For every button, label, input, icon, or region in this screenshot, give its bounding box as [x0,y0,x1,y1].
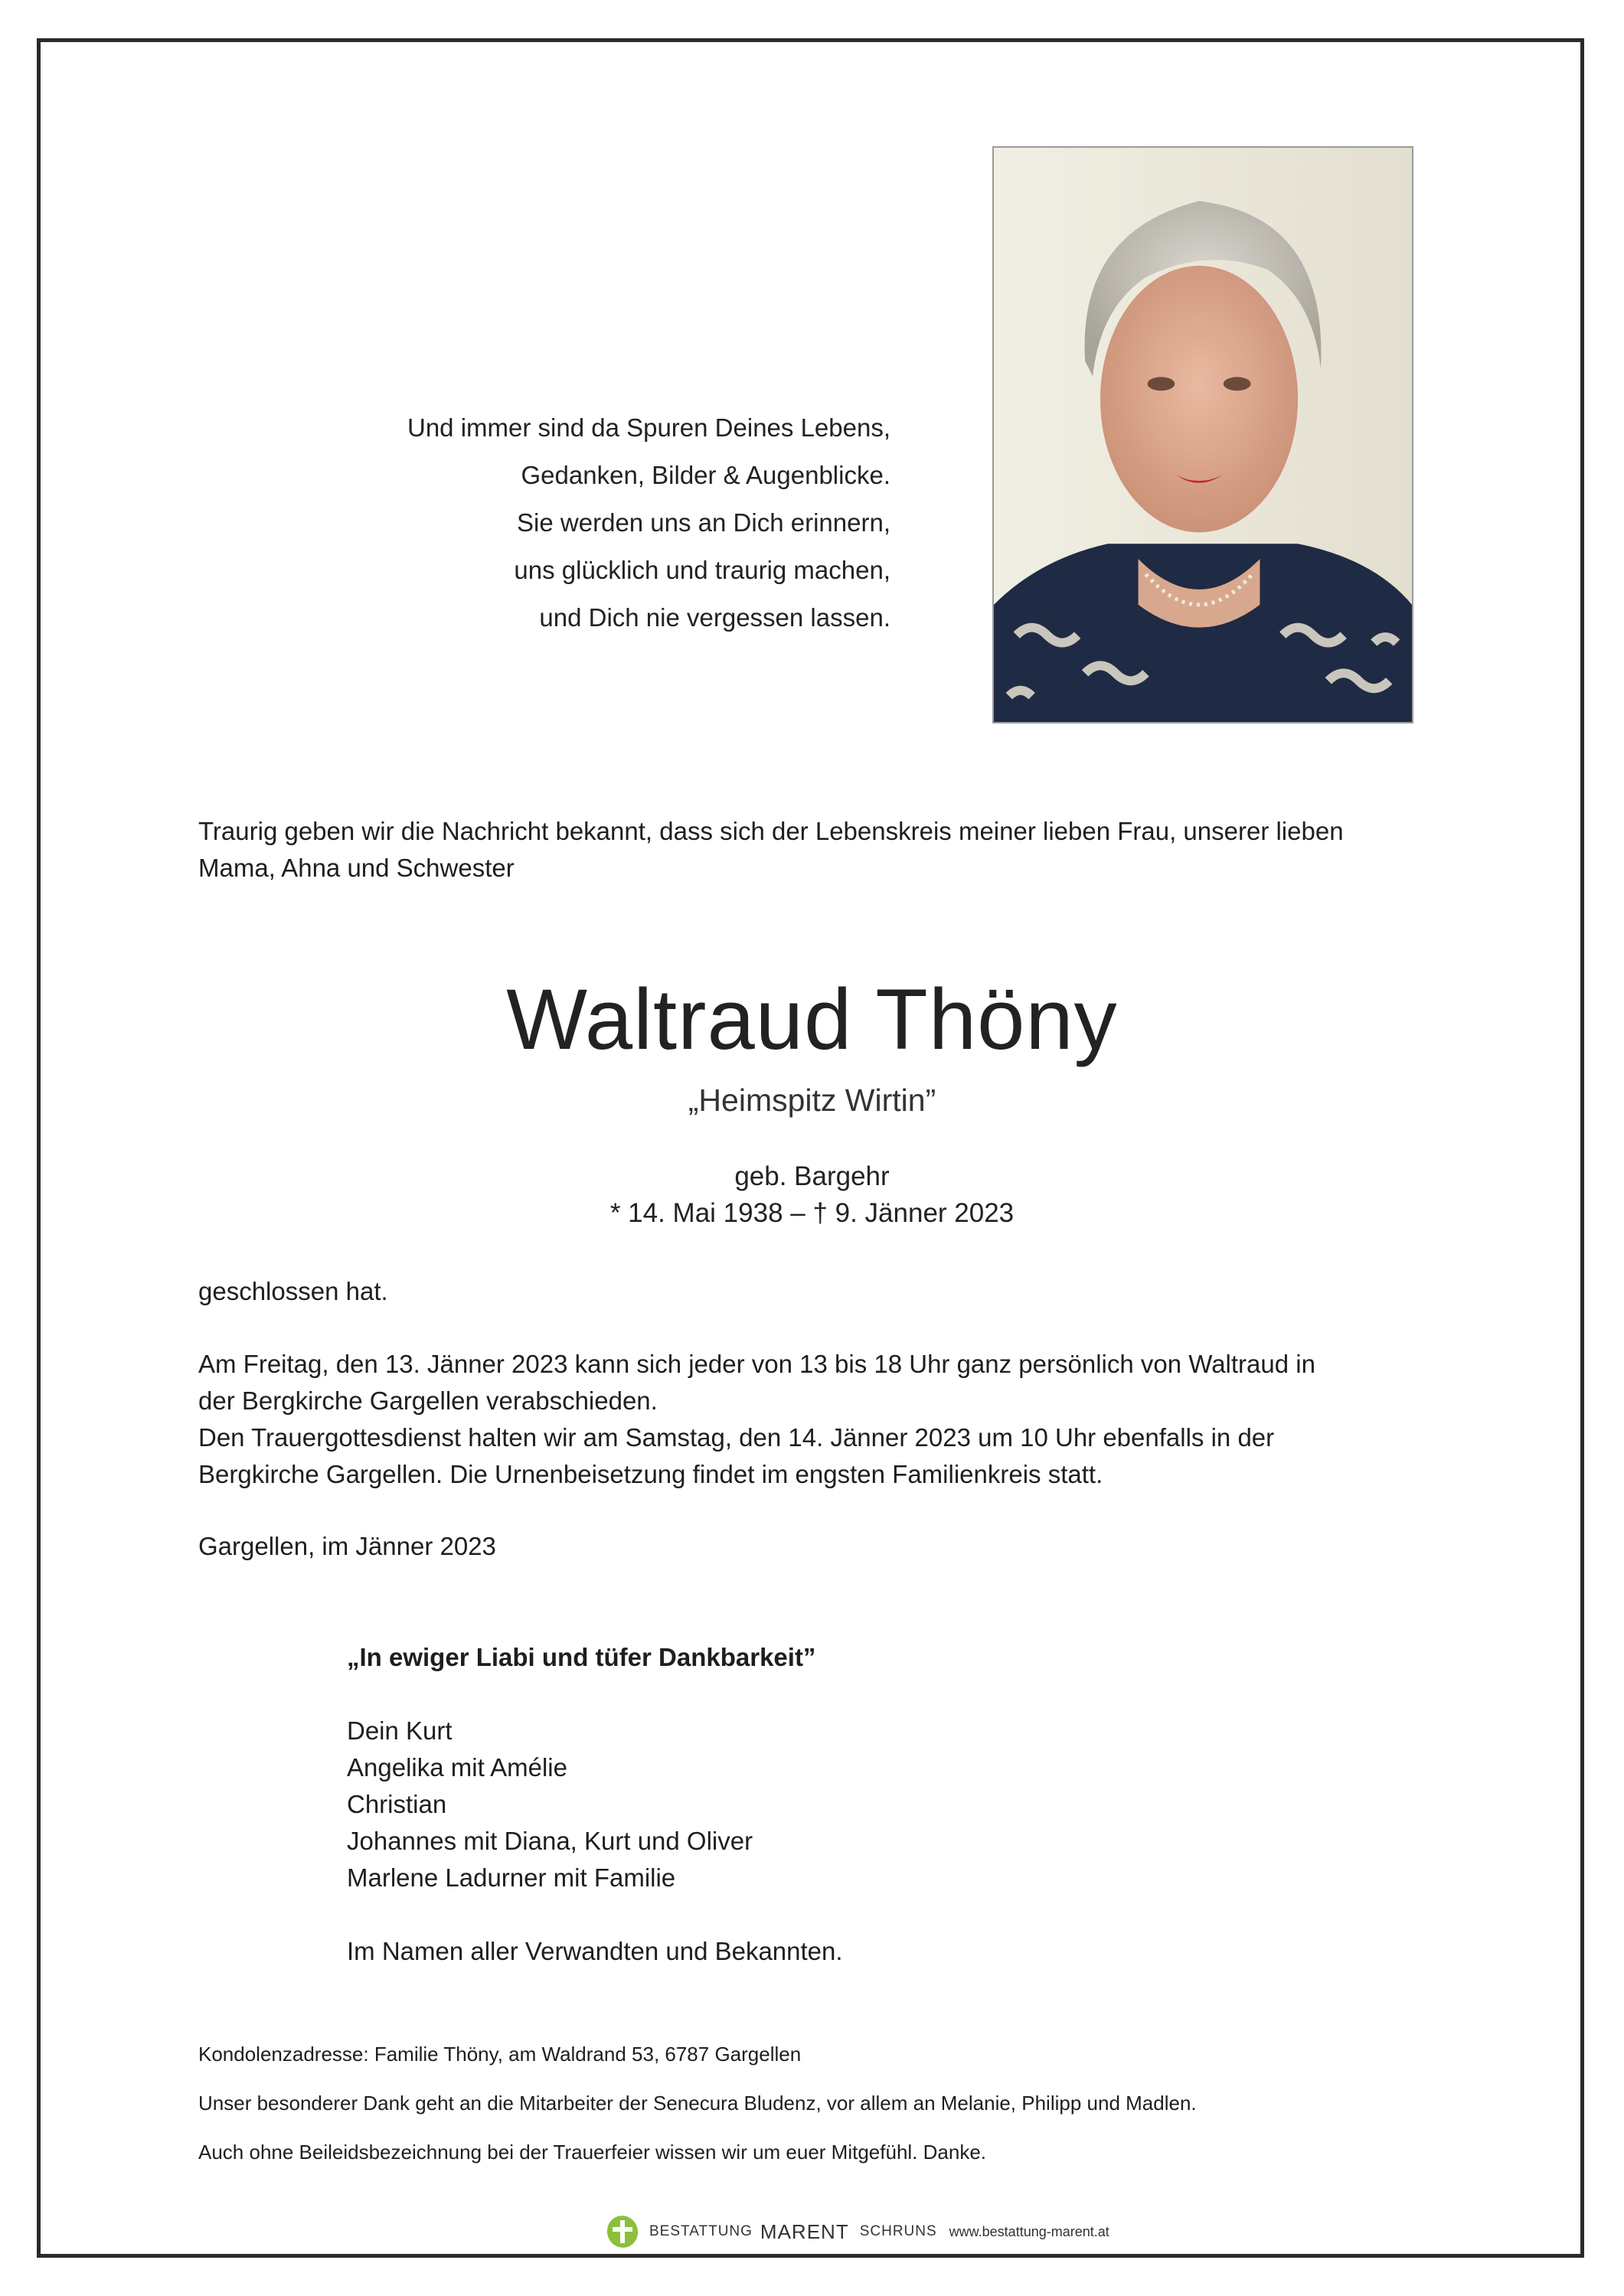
sympathy-note: Auch ohne Beileidsbezeichnung bei der Trauerfeier wissen wir um euer Mitgefühl. Danke. [198,2141,987,2164]
thanks-note: Unser besonderer Dank geht an die Mitarbeiter der Senecura Bludenz, vor allem an Melanie, Philipp und Madlen. [198,2092,1197,2115]
announcement-line: Bergkirche Gargellen. Die Urnenbeisetzung findet im engsten Familienkreis statt. [198,1460,1103,1488]
poem-line: und Dich nie vergessen lassen. [539,603,890,632]
poem [407,404,890,642]
signoff [347,1639,843,1970]
website-link[interactable]: www.bestattung-marent.at [949,2223,1109,2239]
mourner-item: Angelika mit Amélie [347,1753,567,1782]
mourner-item: Dein Kurt [347,1716,453,1745]
poem-line: uns glücklich und traurig machen, [514,556,890,584]
announcement-line: Am Freitag, den 13. Jänner 2023 kann sich jeder von 13 bis 18 Uhr ganz persönlich von Waltraud in [198,1350,1315,1378]
birth-death-dates: * 14. Mai 1938 – † 9. Jänner 2023 [609,1198,1015,1228]
life-dates [0,1158,1624,1232]
nickname: „Heimspitz Wirtin” [688,1083,936,1118]
brand-name: MARENT [760,2219,849,2243]
ceremony-announcement [198,1346,1423,1493]
mourner-item: Christian [347,1790,447,1818]
brand-prefix: BESTATTUNG [649,2223,753,2239]
brand-place: SCHRUNS [859,2223,937,2239]
funeral-home-footer [605,2213,1156,2251]
notes [198,2041,1197,2188]
motto: „In ewiger Liabi und tüfer Dankbarkeit” [347,1643,816,1671]
place-date: Gargellen, im Jänner 2023 [198,1532,496,1560]
cross-leaf-logo-icon [605,2214,640,2249]
poem-line: Sie werden uns an Dich erinnern, [517,508,890,537]
condolence-address: Kondolenzadresse: Familie Thöny, am Waldrand 53, 6787 Gargellen [198,2043,802,2066]
mourners-list [347,1713,843,1896]
poem-line: Gedanken, Bilder & Augenblicke. [521,461,890,489]
announcement-line: Den Trauergottesdienst halten wir am Samstag, den 14. Jänner 2023 um 10 Uhr ebenfalls in der [198,1423,1275,1452]
closing-phrase: geschlossen hat. [198,1277,388,1305]
deceased-name: Waltraud Thöny [506,972,1118,1067]
portrait-photo [992,146,1413,723]
mourner-item: Johannes mit Diana, Kurt und Oliver [347,1827,753,1855]
poem-line: Und immer sind da Spuren Deines Lebens, [407,413,890,442]
maiden-name: geb. Bargehr [734,1161,890,1191]
mourner-item: Marlene Ladurner mit Familie [347,1863,676,1892]
intro-text: Traurig geben wir die Nachricht bekannt, dass sich der Lebenskreis meiner lieben Frau, unserer lieben Mama, Ahna und Schwester [198,817,1344,882]
announcement-line: der Bergkirche Gargellen verabschieden. [198,1386,658,1415]
closing-line: Im Namen aller Verwandten und Bekannten. [347,1937,843,1965]
